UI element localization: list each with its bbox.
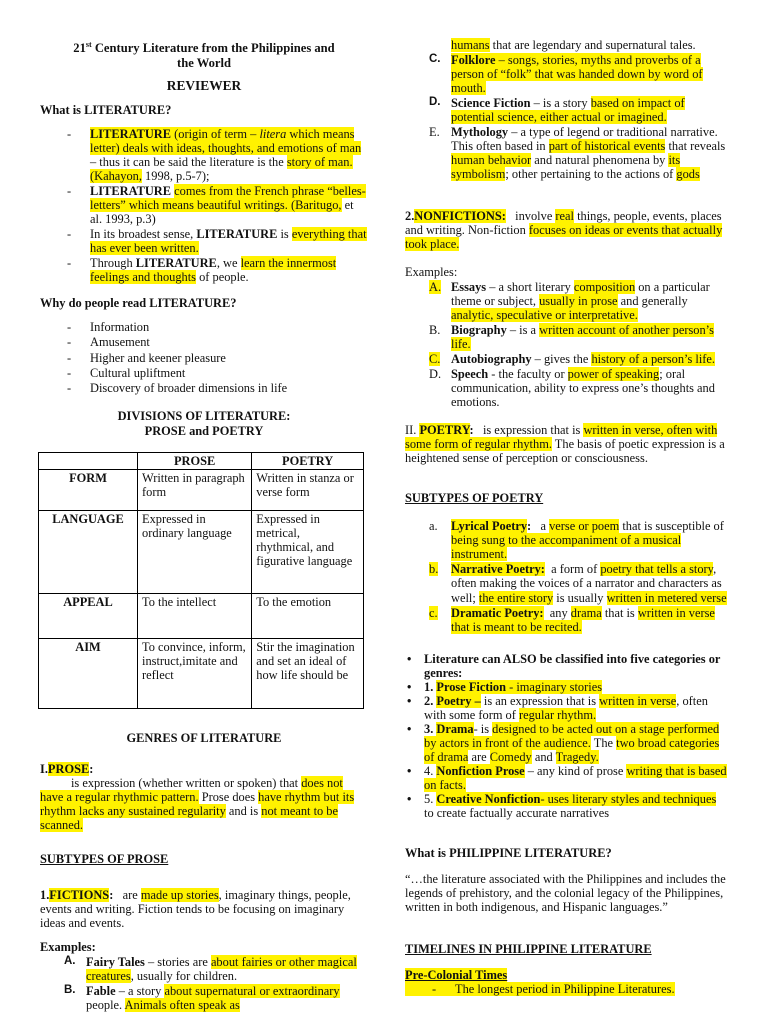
item-term: Science Fiction: [451, 96, 531, 111]
table-header-poetry: POETRY: [252, 452, 364, 469]
item-highlight-4: gods: [676, 167, 700, 182]
item-highlight-3: its symbolism: [451, 153, 681, 182]
precolonial-list: [405, 982, 727, 997]
table-header-row: [39, 452, 364, 469]
prose-colon: :: [89, 761, 94, 776]
item-highlight: drama: [570, 605, 602, 620]
genre-text-2: The: [590, 735, 617, 750]
genre-highlight: writing that is based on facts.: [424, 763, 727, 792]
examples-label: Examples:: [40, 940, 96, 955]
item-term: Fable: [86, 984, 116, 999]
item-text-4: ; other pertaining to the actions of: [505, 167, 677, 182]
nonfictions-definition: [405, 209, 727, 251]
nonfictions-term: NONFICTIONS:: [414, 209, 506, 224]
nonfictions-text-2: things, people, events, places and writing. Non-fiction: [405, 209, 722, 238]
genre-highlight-3: Comedy: [489, 749, 532, 764]
prose-term: PROSE: [47, 761, 90, 776]
prose-cell: Written in paragraph form: [138, 469, 252, 510]
genre-item: [405, 694, 727, 722]
row-label: FORM: [39, 469, 138, 510]
nonfictions-highlight: focuses on ideas or events that actually took place.: [405, 223, 723, 252]
item-marker: D.: [429, 96, 441, 109]
item-text: – a type of legend or traditional narrative. This often based in: [451, 125, 718, 154]
def4-highlight: learn the innermost feelings and thoughts: [90, 256, 337, 285]
item-text-2: that reveals: [665, 139, 726, 154]
reason-item: - Amusement: [40, 335, 368, 349]
item-text: – a story: [115, 984, 165, 999]
fiction-example-continued: [405, 38, 727, 52]
examples-label: Examples:: [405, 265, 458, 280]
five-genres-list: [405, 652, 727, 820]
item-text: any: [543, 605, 571, 620]
poetry-subtype-item: [405, 562, 727, 604]
item-term: Dramatic Poetry: [451, 605, 540, 620]
genre-number: 5.: [424, 791, 437, 806]
def1-meaning: which means letter) deals with ideas, thoughts, and emotions of man: [90, 127, 362, 156]
reason-item: - Information: [40, 320, 368, 334]
item-marker: B.: [429, 323, 441, 338]
prose-highlight-1: does not have a regular rhythmic pattern.: [40, 775, 343, 804]
document-title: [40, 40, 368, 70]
genre-text: is an expression that is: [480, 693, 600, 708]
item-term: Narrative Poetry:: [451, 562, 545, 577]
poetry-cell: To the emotion: [252, 593, 364, 638]
poetry-cell: Written in stanza or verse form: [252, 469, 364, 510]
item-marker: C.: [429, 53, 441, 66]
table-row: [39, 638, 364, 708]
nonfictions-text: involve: [505, 209, 556, 224]
item-marker: b.: [429, 562, 439, 577]
item-highlight-2: written in verse that is meant to be recited.: [451, 605, 715, 634]
title-line2: the World: [177, 55, 231, 70]
def1-term: LITERATURE: [90, 127, 172, 142]
genre-item: [405, 792, 727, 820]
genre-highlight: written in verse: [599, 693, 677, 708]
item-text-2: , often making the voices of a narrator and characters as well;: [451, 562, 722, 605]
item-highlight-2: being sung to the accompaniment of a musical instrument.: [451, 533, 682, 562]
reasons-list: [40, 320, 368, 394]
genre-text: - is: [473, 721, 493, 736]
item-highlight: history of a person’s life.: [591, 352, 715, 367]
def1-text: – thus it can be said the literature is the: [90, 155, 287, 170]
definition-1: [40, 127, 368, 183]
item-text-end: , usually for children.: [130, 969, 238, 984]
nonfictions-number: 2.: [405, 209, 415, 224]
prose-text: is expression (whether written or spoken) that: [40, 775, 302, 790]
genre-term: Prose Fiction: [436, 679, 507, 694]
genre-number: 4.: [424, 763, 437, 778]
fiction-examples-continued: [405, 38, 727, 181]
genre-text-4: and: [531, 749, 556, 764]
genre-highlight-2: two broad categories of drama: [424, 735, 720, 764]
fiction-example-item: [405, 53, 727, 95]
row-label: AIM: [39, 638, 138, 708]
item-term: Essays: [451, 280, 487, 295]
genre-number: 1.: [424, 679, 437, 694]
item-marker: c.: [429, 605, 438, 620]
subtypes-poetry-heading: SUBTYPES OF POETRY: [405, 491, 544, 506]
def3-text: In its broadest sense,: [90, 227, 197, 242]
fiction-example-item: [405, 96, 727, 124]
genre-text-3: are: [468, 749, 490, 764]
genre-term: Creative Nonfiction: [436, 791, 541, 806]
def2-term: LITERATURE: [90, 184, 175, 199]
item-highlight-2: the entire story: [478, 590, 554, 605]
poetry-subtype-item: [405, 519, 727, 561]
genre-highlight: - uses literary styles and techniques: [540, 791, 717, 806]
item-highlight-2: human behavior: [451, 153, 532, 168]
item-highlight: power of speaking: [567, 367, 660, 382]
genre-number: 2.: [424, 693, 437, 708]
item-term: Autobiography: [451, 352, 532, 367]
item-highlight: part of historical events: [548, 139, 666, 154]
divisions-subheading: PROSE and POETRY: [144, 423, 264, 438]
title-line1: Century Literature from the Philippines and: [91, 41, 335, 56]
divisions-heading: DIVISIONS OF LITERATURE:: [117, 408, 291, 423]
title-ordinal: st: [85, 40, 92, 49]
def4-end: of people.: [196, 270, 249, 285]
item-highlight: verse or poem: [549, 519, 620, 534]
item-marker: A.: [64, 955, 76, 968]
nonfiction-examples: [405, 280, 727, 409]
item-highlight: poetry that tells a story: [600, 562, 714, 577]
genres-heading: GENRES OF LITERATURE: [126, 730, 282, 745]
item-text: - the faculty or: [488, 367, 568, 382]
fictions-colon: :: [109, 888, 114, 903]
nonfiction-example-item: [405, 367, 727, 409]
table-header-prose: PROSE: [138, 452, 252, 469]
prose-cell: Expressed in ordinary language: [138, 510, 252, 593]
item-highlight: composition: [573, 280, 636, 295]
genre-item: [405, 722, 727, 764]
def1-origin: (origin of term –: [171, 127, 260, 142]
subtypes-prose-heading: SUBTYPES OF PROSE: [40, 852, 169, 867]
item-text-2: ; oral communication, ability to express one’s thoughts and emotions.: [451, 367, 715, 410]
poetry-subtypes: [405, 519, 727, 633]
def1-cite: 1998, p.5-7);: [141, 169, 210, 184]
genre-term: Drama: [436, 721, 474, 736]
def4-we: , we: [216, 256, 241, 271]
table-header-empty: [39, 452, 138, 469]
literature-definitions: [40, 127, 368, 284]
item-term: Lyrical Poetry: [451, 519, 528, 534]
nonfiction-example-item: [405, 352, 727, 366]
reviewer-heading: REVIEWER: [166, 78, 242, 94]
fiction-example-item: [40, 984, 368, 1012]
def2-origin: comes from the French phrase “belles-letters” which means beautiful writings. (Baritugo,: [90, 184, 366, 213]
reason-item: - Higher and keener pleasure: [40, 351, 368, 365]
item-highlight-2: usually in prose: [539, 294, 618, 309]
row-label: LANGUAGE: [39, 510, 138, 593]
right-column: [405, 38, 727, 1009]
fictions-text: are: [113, 888, 141, 903]
fictions-definition: [40, 888, 368, 930]
item-marker: A.: [429, 280, 442, 295]
fictions-number: 1.: [40, 888, 50, 903]
item-term: Speech: [451, 367, 489, 382]
item-text: – stories are: [144, 955, 211, 970]
def3-is: is: [277, 227, 292, 242]
precolonial-item: - The longest period in Philippine Literatures.: [405, 982, 675, 996]
precolonial-heading: Pre-Colonial Times: [405, 967, 508, 982]
poetry-numeral: II.: [405, 423, 420, 438]
item-highlight: humans: [451, 38, 490, 52]
genre-highlight: - imaginary stories: [506, 679, 603, 694]
item-text-3: and generally: [617, 294, 688, 309]
reason-item: - Discovery of broader dimensions in life: [40, 381, 368, 395]
why-read-heading: Why do people read LITERATURE?: [40, 296, 237, 311]
genre-term: Poetry –: [436, 693, 481, 708]
item-highlight: written account of another person’s life.: [451, 323, 714, 352]
item-text-2: that is: [601, 605, 638, 620]
genre-highlight: designed to be acted out on a stage performed by actors in front of the audience.: [424, 721, 720, 750]
poetry-cell: Expressed in metrical, rhythmical, and figurative language: [252, 510, 364, 593]
poetry-text: is expression that is: [473, 423, 584, 438]
item-text: a form of: [544, 562, 601, 577]
fictions-highlight: made up stories: [140, 888, 219, 903]
item-colon: :: [527, 519, 532, 534]
item-text-3: and natural phenomena by: [531, 153, 669, 168]
genre-text: to create factually accurate narratives: [424, 805, 610, 820]
def1-litera: litera: [259, 127, 287, 142]
def2-cite: et al. 1993, p.3): [90, 198, 354, 227]
timelines-heading: TIMELINES IN PHILIPPINE LITERATURE: [405, 941, 652, 956]
row-label: APPEAL: [39, 593, 138, 638]
item-text-2: on a particular theme or subject,: [451, 280, 710, 309]
genre-term: Nonfiction Prose: [436, 763, 525, 778]
title-number: 21: [73, 41, 86, 56]
item-text: – a short literary: [486, 280, 574, 295]
item-marker: a.: [429, 519, 438, 534]
poetry-cell: Stir the imagination and set an ideal of how life should be: [252, 638, 364, 708]
what-is-literature-heading: What is LITERATURE?: [40, 103, 172, 118]
item-marker: B.: [64, 984, 76, 997]
genre-text-2: , often with some form of: [424, 693, 708, 722]
genre-item: [405, 764, 727, 792]
nonfiction-example-item: [405, 323, 727, 351]
prose-highlight-3: not meant to be scanned.: [40, 803, 338, 832]
left-column: [40, 40, 368, 1020]
prose-text-2: Prose does: [198, 789, 259, 804]
item-highlight-2: Animals often speak as: [124, 998, 240, 1013]
poetry-colon: :: [469, 423, 474, 438]
fiction-example-item: [405, 125, 727, 181]
prose-poetry-table: [38, 452, 364, 709]
prose-highlight-2: have rhythm but its rhythm lacks any sustained regularity: [40, 789, 355, 818]
def1-story: story of man. (Kahayon,: [90, 155, 353, 184]
genre-number: 3.: [424, 721, 437, 736]
genre-highlight-4: Tragedy.: [555, 749, 599, 764]
genre-text: – any kind of prose: [524, 763, 627, 778]
fiction-example-item: [40, 955, 368, 983]
item-term: Biography: [451, 323, 507, 338]
prose-cell: To convince, inform, instruct,imitate and reflect: [138, 638, 252, 708]
item-text: a: [531, 519, 550, 534]
five-genres-intro: • Literature can ALSO be classified into five categories or genres:: [405, 652, 727, 680]
def3-highlight: everything that has ever been written.: [90, 227, 367, 256]
item-term: Fairy Tales: [86, 955, 145, 970]
fictions-text-2: , imaginary things, people, events and writing. Fiction tends to be focusing on imaginary ideas and events.: [40, 888, 351, 931]
item-highlight: based on impact of potential science, either actual or imagined.: [451, 96, 685, 125]
table-row: [39, 510, 364, 593]
item-text: that are legendary and supernatural tales.: [489, 38, 696, 52]
item-text-2: that is susceptible of: [619, 519, 724, 534]
item-text: – is a story: [530, 96, 591, 111]
genre-highlight-2: regular rhythm.: [518, 707, 597, 722]
item-text: – is a: [506, 323, 540, 338]
poetry-subtype-item: [405, 606, 727, 634]
def3-term: LITERATURE: [196, 227, 278, 242]
fictions-term: FICTIONS: [49, 888, 110, 903]
definition-3: [40, 227, 368, 255]
item-marker: D.: [429, 367, 442, 382]
poetry-term: POETRY: [419, 423, 470, 438]
def4-term: LITERATURE: [135, 256, 217, 271]
reason-item: - Cultural upliftment: [40, 366, 368, 380]
philippine-literature-quote: “…the literature associated with the Philippines and includes the legends of prehistory, and the colonial legacy of the Philippines, written in both indigenous, and Hispanic languages.”: [405, 871, 726, 914]
nonfiction-example-item: [405, 280, 727, 322]
item-text: – gives the: [531, 352, 592, 367]
philippine-literature-heading: What is PHILIPPINE LITERATURE?: [405, 845, 612, 860]
poetry-text-2: The basis of poetic expression is a heightened sense of perception or consciousness.: [405, 437, 725, 466]
table-row: [39, 593, 364, 638]
prose-text-3: and is: [225, 803, 262, 818]
table-row: [39, 469, 364, 510]
item-marker: E.: [429, 125, 440, 140]
fiction-examples: [40, 955, 368, 1012]
item-marker: C.: [429, 352, 441, 367]
item-term: Folklore: [451, 53, 496, 68]
prose-cell: To the intellect: [138, 593, 252, 638]
nonfictions-real: real: [555, 209, 574, 224]
poetry-highlight: written in verse, often with some form of regular rhythm.: [405, 423, 718, 452]
prose-definition: [40, 762, 368, 832]
item-colon: :: [539, 605, 544, 620]
item-text-3: is usually: [553, 590, 607, 605]
definition-2: [40, 184, 368, 226]
prose-numeral: I.: [40, 761, 48, 776]
poetry-definition: [405, 423, 727, 465]
item-term: Mythology: [451, 125, 509, 140]
item-text-end: people.: [86, 998, 125, 1013]
def4-text: Through: [90, 256, 136, 271]
genre-item: [405, 680, 727, 694]
item-highlight: – songs, stories, myths and proverbs of a person of “folk” that was handed down by word of mouth.: [451, 53, 703, 96]
item-highlight-3: analytic, speculative or interpretative.: [451, 308, 638, 323]
item-highlight-3: written in metered verse: [606, 590, 727, 605]
item-highlight: about fairies or other magical creatures: [86, 955, 357, 984]
definition-4: [40, 256, 368, 284]
item-highlight: about supernatural or extraordinary: [164, 984, 340, 999]
